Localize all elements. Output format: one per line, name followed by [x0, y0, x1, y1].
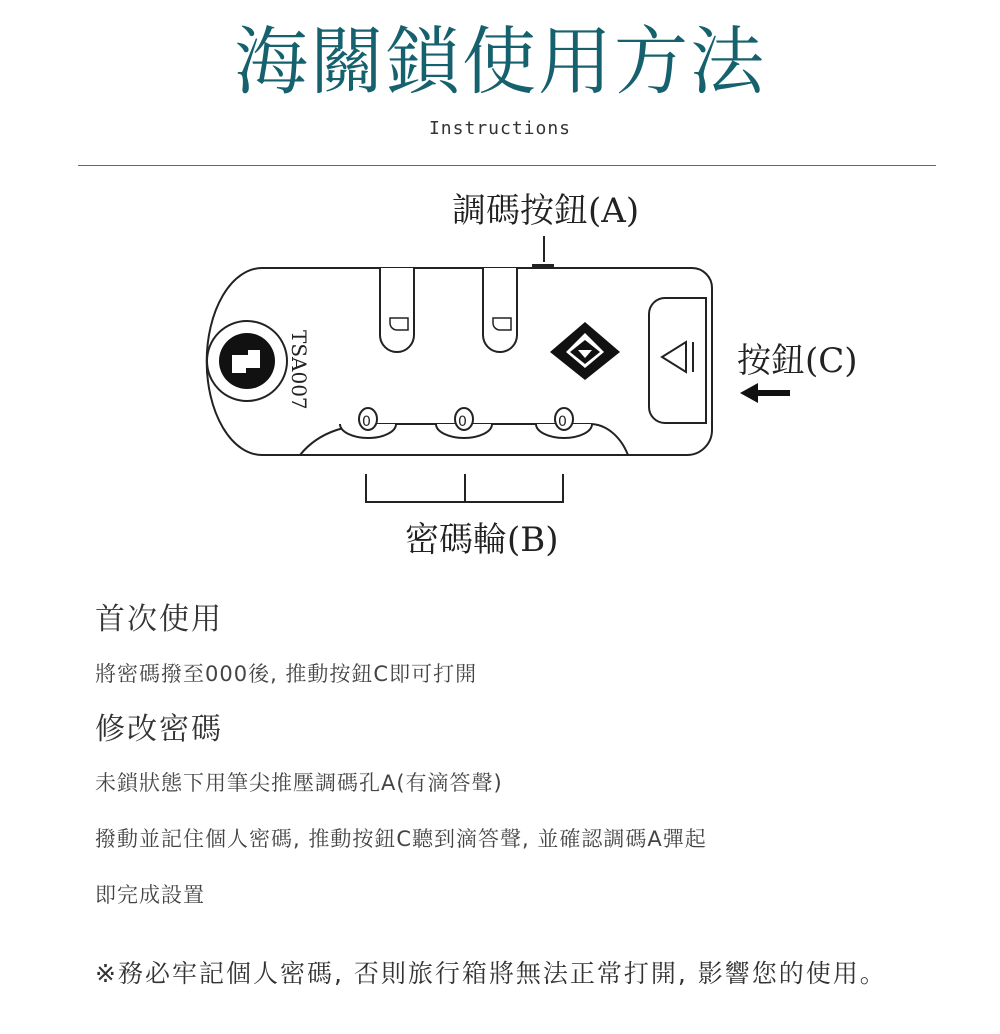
- button-c-panel: [649, 298, 706, 423]
- first-use-heading: 首次使用: [95, 602, 223, 637]
- tsa-text: TSA007: [287, 330, 311, 410]
- svg-text:0: 0: [362, 414, 371, 430]
- label-adjust-button-a: 調碼按鈕(A): [452, 191, 640, 231]
- shackle-slot-left: [380, 268, 414, 352]
- shackle-slot-right: [483, 268, 517, 352]
- label-dial-b: 密碼輪(B): [405, 520, 559, 560]
- warning-note: ※務必牢記個人密碼, 否則旅行箱將無法正常打開, 影響您的使用。: [95, 959, 887, 988]
- change-code-heading: 修改密碼: [95, 712, 223, 747]
- svg-text:0: 0: [458, 414, 467, 430]
- header-divider: [78, 165, 936, 166]
- svg-text:0: 0: [558, 414, 567, 430]
- change-code-line-1: 未鎖狀態下用筆尖推壓調碼孔A(有滴答聲): [95, 771, 503, 795]
- first-use-line-1: 將密碼撥至000後, 推動按鈕C即可打開: [95, 662, 478, 686]
- lock-diagram: [0, 180, 1000, 570]
- page-title: 海關鎖使用方法: [234, 19, 766, 105]
- push-arrow-icon: [740, 383, 790, 403]
- bracket-b: [366, 474, 563, 502]
- page-subtitle: Instructions: [428, 118, 572, 139]
- label-button-c: 按鈕(C): [737, 341, 858, 381]
- change-code-line-3: 即完成設置: [95, 883, 205, 907]
- change-code-line-2: 撥動並記住個人密碼, 推動按鈕C聽到滴答聲, 並確認調碼A彈起: [95, 827, 707, 851]
